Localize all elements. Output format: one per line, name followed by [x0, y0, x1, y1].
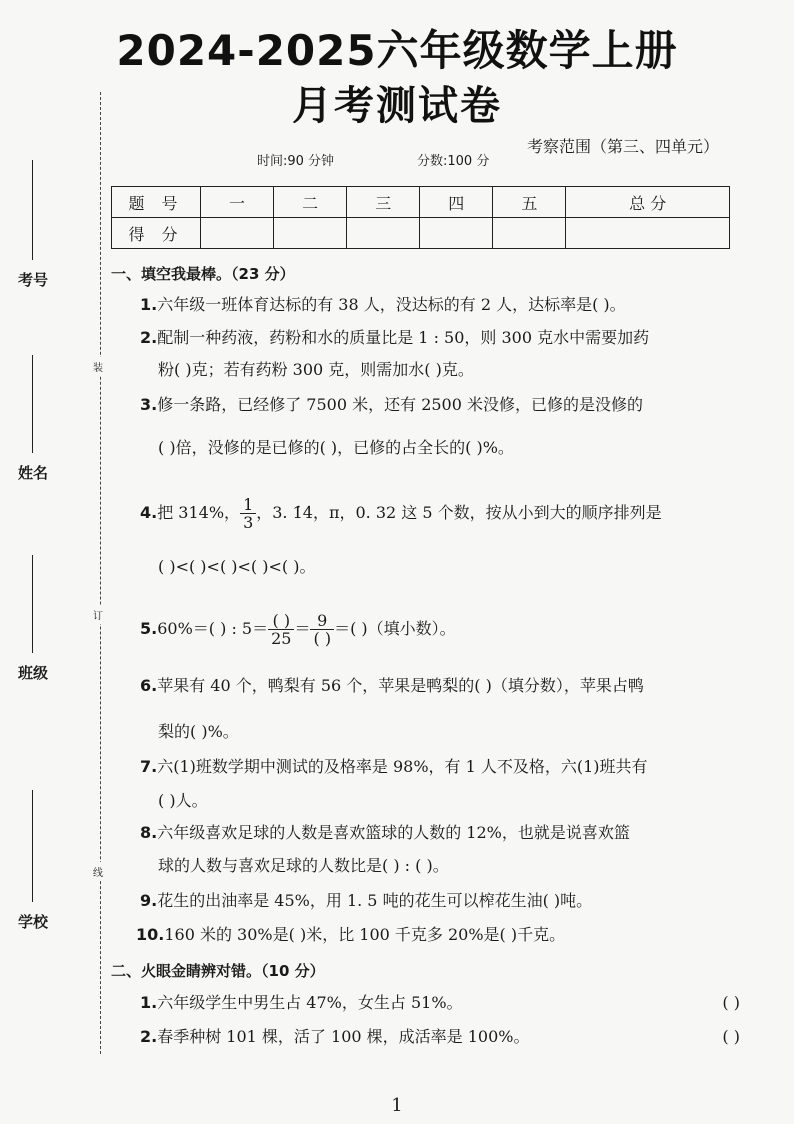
field-line [32, 160, 33, 260]
question-text: ＝( )（填小数）。 [334, 619, 456, 638]
question-1-3 [140, 395, 740, 415]
section-2-heading: 二、火眼金睛辨对错。（10 分） [111, 962, 325, 980]
question-number: 10. [136, 925, 165, 944]
equals-sign: ＝ [294, 619, 311, 638]
question-text: 花生的出油率是 45%，用 1. 5 吨的花生可以榨花生油( )吨。 [157, 891, 593, 910]
question-1-5 [140, 612, 740, 647]
question-1-10 [136, 925, 736, 945]
question-1-3-line-2: ( )倍，没修的是已修的( )，已修的占全长的( )%。 [158, 438, 514, 457]
page-number: 1 [391, 1095, 403, 1116]
fraction-9-over-blank: $\frac{9}{( )}$ [310, 612, 334, 647]
field-line [32, 355, 33, 453]
question-1-9 [140, 891, 740, 911]
question-number: 4. [140, 503, 158, 522]
header-cell: 总 分 [566, 187, 730, 218]
question-text: 修一条路，已经修了 7500 米，还有 2500 米没修，已修的是没修的 [157, 395, 644, 414]
question-number: 3. [140, 395, 158, 414]
question-1-6-line-2: 梨的( )%。 [158, 722, 239, 741]
header-cell: 题 号 [112, 187, 201, 218]
question-number: 9. [140, 891, 158, 910]
fraction-one-third: $\frac{1}{3}$ [240, 496, 256, 531]
field-label: 考号 [17, 271, 48, 289]
question-2-2 [140, 1027, 740, 1047]
score-table-score-row [112, 218, 730, 249]
score-cell[interactable] [274, 218, 347, 249]
header-cell: 二 [274, 187, 347, 218]
score-cell[interactable] [201, 218, 274, 249]
row-label: 得 分 [112, 218, 201, 249]
question-number: 1. [140, 993, 158, 1012]
score-cell[interactable] [566, 218, 730, 249]
cut-word-xian: 线 [93, 862, 103, 881]
exam-time: 时间:90 分钟 [257, 154, 335, 169]
question-1-1 [140, 295, 740, 315]
header-cell: 一 [201, 187, 274, 218]
answer-parentheses[interactable]: ( ) [722, 1027, 740, 1046]
exam-score: 分数:100 分 [417, 154, 490, 169]
question-1-6 [140, 676, 740, 696]
header-cell: 四 [420, 187, 493, 218]
score-table-header-row [112, 187, 730, 218]
question-1-4-line-2: ( )<( )<( )<( )<( )。 [158, 557, 316, 576]
question-text: 六年级学生中男生占 47%，女生占 51%。 [157, 993, 463, 1012]
question-number: 8. [140, 823, 158, 842]
header-cell: 三 [347, 187, 420, 218]
field-line [32, 555, 33, 653]
question-text: 把 314%， [157, 503, 241, 522]
question-text: 六年级一班体育达标的有 38 人，没达标的有 2 人，达标率是( )。 [157, 295, 626, 314]
exam-scope: 考察范围（第三、四单元） [527, 137, 720, 156]
field-label: 学校 [17, 913, 48, 931]
question-text: 60%＝( ) : 5＝ [157, 619, 269, 638]
score-table [111, 186, 730, 249]
question-number: 5. [140, 619, 158, 638]
question-text: 六年级喜欢足球的人数是喜欢篮球的人数的 12%，也就是说喜欢篮 [157, 823, 630, 842]
fraction-blank-over-25: $\frac{( )}{25}$ [268, 612, 294, 647]
title-line-1: 2024-2025六年级数学上册 [116, 26, 678, 75]
question-1-8 [140, 823, 740, 843]
question-1-7-line-2: ( )人。 [158, 791, 208, 810]
question-text: 160 米的 30%是( )米，比 100 千克多 20%是( )千克。 [164, 925, 566, 944]
header-cell: 五 [493, 187, 566, 218]
question-1-8-line-2: 球的人数与喜欢足球的人数比是( ) : ( )。 [158, 856, 449, 875]
question-text: 苹果有 40 个，鸭梨有 56 个，苹果是鸭梨的( )（填分数），苹果占鸭 [157, 676, 644, 695]
question-number: 1. [140, 295, 158, 314]
answer-parentheses[interactable]: ( ) [722, 993, 740, 1012]
question-number: 2. [140, 1027, 158, 1046]
score-cell[interactable] [420, 218, 493, 249]
question-1-4 [140, 496, 740, 531]
question-text: 配制一种药液，药粉和水的质量比是 1 : 50，则 300 克水中需要加药 [157, 328, 650, 347]
cut-word-zhuang: 装 [93, 357, 103, 376]
section-1-heading: 一、填空我最棒。（23 分） [111, 265, 295, 283]
question-1-7 [140, 757, 740, 777]
field-line [32, 790, 33, 902]
binding-line [100, 92, 101, 1054]
cut-word-ding: 订 [93, 605, 103, 624]
question-number: 7. [140, 757, 158, 776]
score-cell[interactable] [347, 218, 420, 249]
question-1-2 [140, 328, 740, 348]
question-text: ，3. 1̇4̇，π，0. 32 这 5 个数，按从小到大的顺序排列是 [256, 503, 662, 522]
field-label: 姓名 [17, 464, 48, 482]
question-number: 2. [140, 328, 158, 347]
question-number: 6. [140, 676, 158, 695]
question-2-1 [140, 993, 740, 1013]
field-label: 班级 [17, 664, 48, 682]
question-1-2-line-2: 粉( )克；若有药粉 300 克，则需加水( )克。 [158, 360, 474, 379]
title-line-2: 月考测试卷 [292, 83, 502, 129]
score-cell[interactable] [493, 218, 566, 249]
question-text: 春季种树 101 棵，活了 100 棵，成活率是 100%。 [157, 1027, 530, 1046]
question-text: 六(1)班数学期中测试的及格率是 98%，有 1 人不及格，六(1)班共有 [157, 757, 648, 776]
